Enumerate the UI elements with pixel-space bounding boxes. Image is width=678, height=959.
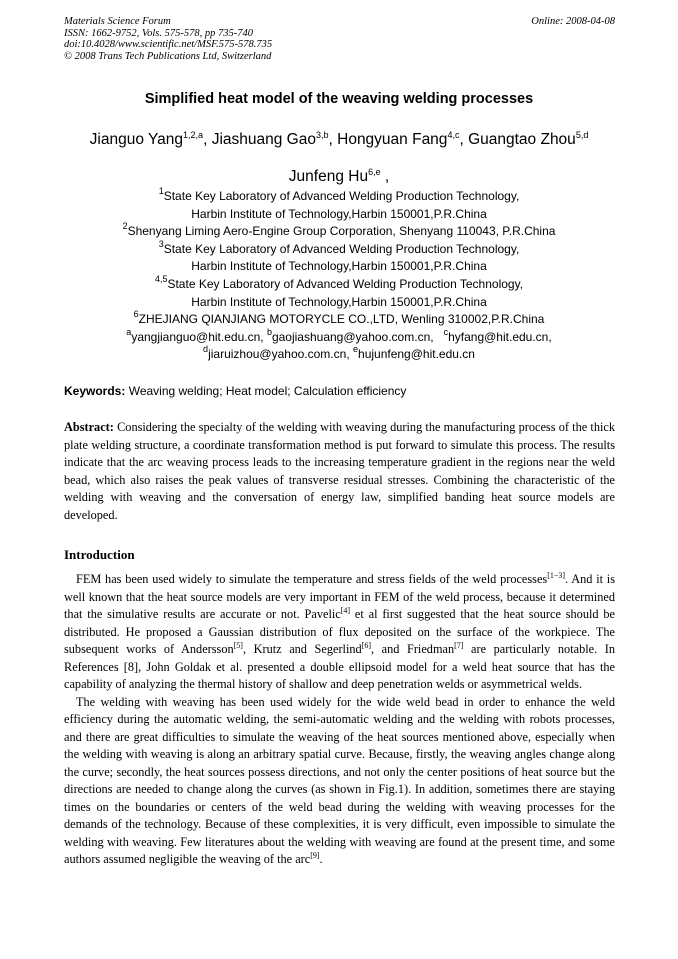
affiliation-line: Harbin Institute of Technology,Harbin 150001,P.R.China — [191, 206, 487, 221]
abstract — [64, 419, 615, 524]
email-line: $^d$jiaruizhou@yahoo.com.cn, $^e$hujunfeng@hit.edu.cn — [203, 344, 475, 362]
online-date: Online: 2008-04-08 — [531, 16, 615, 27]
section-heading-introduction: Introduction — [64, 547, 135, 562]
issn-line: ISSN: 1662-9752, Vols. 575-578, pp 735-740 — [64, 27, 253, 39]
affiliation-line: $^2$Shenyang Liming Aero-Engine Group Corporation, Shenyang 110043, P.R.China — [122, 221, 556, 239]
paper-title: Simplified heat model of the weaving welding processes — [144, 91, 534, 107]
author-name: Junfeng Hu — [288, 168, 369, 185]
paragraph: FEM has been used widely to simulate the temperature and stress fields of the weld processes[1−3]. And it is well known that the heat source models are very important in FEM of the weld process, because it determined that the simulative results are accurate or not. Pavelic[4] et al first suggested that the heat source should be distributed. He proposed a Gaussian distribution of flux deposited on the surface of the workpiece. The subsequent works of Andersson[5], Krutz and Segerlind[6], and Friedman[7] are particularly notable. In References [8], John Goldak et al. presented a double ellipsoid model for a weld heat source that has the capability of analyzing the thermal history of shallow and deep penetration welds or asymmetrical welds. — [64, 571, 616, 691]
author-list — [0, 121, 678, 195]
journal-header — [64, 16, 272, 62]
author-line-1: Jianguo Yang$^{1,2,a}$, Jiashuang Gao$^{3,b}$, Hongyuan Fang$^{4,c}$, Guangtao Zhou$^{5,d}$ — [89, 130, 589, 148]
affiliation-line: Harbin Institute of Technology,Harbin 150001,P.R.China — [191, 294, 487, 309]
journal-name: Materials Science Forum — [64, 16, 171, 27]
affiliations — [0, 188, 678, 364]
email-d[interactable]: jiaruizhou@yahoo.com.cn, — [208, 347, 350, 362]
citation: [9] — [310, 851, 320, 860]
abstract-text: Considering the specialty of the welding with weaving during the manufacturing process of the thick plate welding structure, a coordinate transformation method is put forward to simulate this process. The results indicate that the arc weaving process leads to the increasing temperature gradient in the regions near the weld bead, which also raises the peak values of transverse residual stresses. Combining the characteristic of the welding with weaving and the conversation of energy law, simplified banding heat source models are developed. — [64, 420, 616, 522]
author-name: Jiashuang Gao — [211, 131, 316, 148]
citation: [4] — [340, 606, 351, 615]
keywords — [64, 384, 406, 398]
affiliation-line: $^{4,5}$State Key Laboratory of Advanced Welding Production Technology, — [154, 273, 524, 291]
citation: [6] — [361, 641, 371, 650]
copyright-line: © 2008 Trans Tech Publications Ltd, Switzerland — [64, 50, 272, 62]
email-line: $^a$yangjianguo@hit.edu.cn, $^b$gaojiashuang@yahoo.com.cn, $^c$hyfang@hit.edu.cn, — [126, 326, 552, 344]
citation: [7] — [454, 641, 464, 650]
author-sup: 6,e — [368, 167, 381, 177]
author-sup: 1,2,a — [183, 130, 204, 140]
affiliation-line: $^3$State Key Laboratory of Advanced Welding Production Technology, — [158, 238, 520, 256]
doi-line: doi:10.4028/www.scientific.net/MSF.575-578.735 — [64, 39, 273, 50]
citation: [1−3] — [547, 571, 566, 580]
affiliation-line: $^6$ZHEJIANG QIANJIANG MOTORYCLE CO.,LTD, Wenling 310002,P.R.China — [133, 309, 545, 327]
author-sup: 3,b — [315, 130, 329, 140]
email-b[interactable]: gaojiashuang@yahoo.com.cn, — [271, 329, 434, 344]
abstract-label: Abstract: — [64, 420, 114, 434]
author-sup: 4,c — [447, 130, 460, 140]
keywords-text: Weaving welding; Heat model; Calculation efficiency — [128, 384, 407, 398]
affiliation-line: $^1$State Key Laboratory of Advanced Welding Production Technology, — [158, 186, 520, 203]
email-e[interactable]: hujunfeng@hit.edu.cn — [358, 347, 475, 362]
author-name: Hongyuan Fang — [337, 131, 448, 148]
author-name: Guangtao Zhou — [468, 131, 576, 148]
affiliation-line: Harbin Institute of Technology,Harbin 150001,P.R.China — [191, 259, 487, 274]
author-sup: 5,d — [575, 130, 589, 140]
author-line-2: Junfeng Hu$^{6,e}$ , — [288, 167, 390, 185]
email-a[interactable]: yangjianguo@hit.edu.cn, — [131, 329, 264, 344]
email-c[interactable]: hyfang@hit.edu.cn, — [448, 329, 552, 344]
introduction-body — [64, 571, 615, 869]
citation: [5] — [233, 641, 243, 650]
keywords-label: Keywords: — [64, 384, 126, 398]
author-name: Jianguo Yang — [89, 131, 184, 148]
paragraph: The welding with weaving has been used widely for the wide weld bead in order to enhance the weld efficiency during the automatic welding, the semi-automatic welding and the welding with robots processes, and there are great difficulties to simulate the weaving of the heat sources mentioned above, especially when the welding with weaving is along an arbitrary spatial curve. Because, firstly, the weaving angles change along the curve; secondly, the heat sources possess directions, and not only the center positions of heat source but the directions are needed to change along the curves (as shown in Fig.1). In addition, sometimes there are staying times on the boundaries or centers of the weld bead during the welding with weaving processes for the demands of the technology. Because of these complexities, it is very difficult, even impossible to simulate the welding with weaving. Few literatures about the welding with weaving are found at the present time, and some authors assumed negligible the weaving of the arc[9]. — [64, 694, 615, 866]
